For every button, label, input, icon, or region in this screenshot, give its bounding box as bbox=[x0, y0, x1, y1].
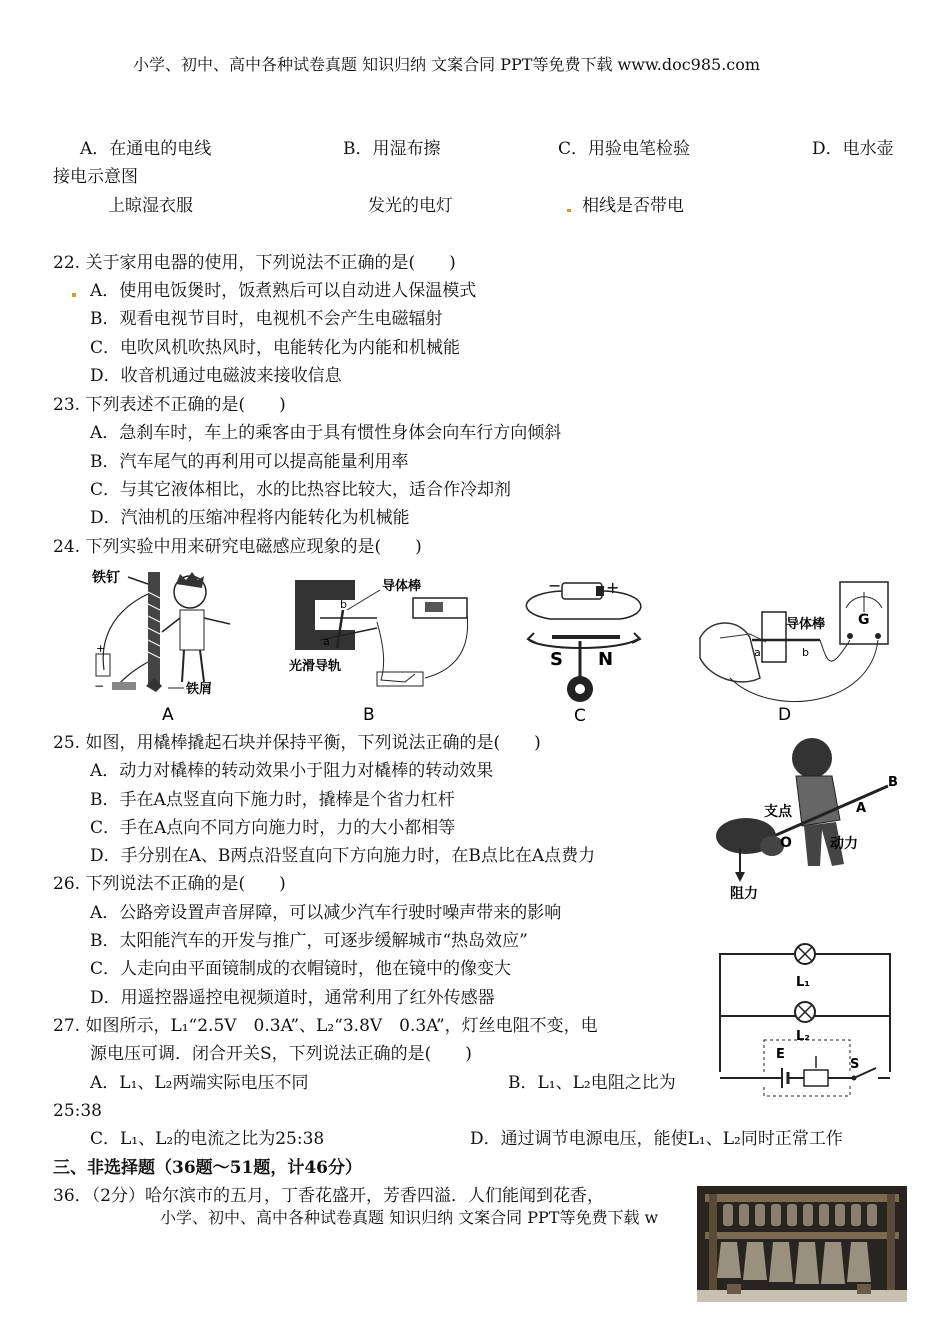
q26-option-c: C．人走向由平面镜制成的衣帽镜时，他在镜中的像变大 bbox=[90, 959, 512, 979]
label-g: G bbox=[858, 612, 870, 628]
q22-stem: 22. 关于家用电器的使用，下列说法不正确的是( ) bbox=[53, 253, 456, 273]
q22-option-b: B．观看电视节目时，电视机不会产生电磁辐射 bbox=[90, 309, 443, 329]
label-a: a bbox=[323, 635, 330, 648]
figure-c-oersted bbox=[510, 575, 660, 725]
label-e: E bbox=[776, 1047, 785, 1062]
label-s: S bbox=[550, 649, 563, 670]
q27-option-a: A．L₁、L₂两端实际电压不同 bbox=[90, 1073, 309, 1093]
q21-option-c-cont: 相线是否带电 bbox=[582, 196, 684, 216]
label-b: B bbox=[888, 775, 898, 790]
page-footer: 小学、初中、高中各种试卷真题 知识归纳 文案合同 PPT等免费下载 w bbox=[160, 1208, 659, 1227]
q27-option-b: B．L₁、L₂电阻之比为 bbox=[508, 1073, 676, 1093]
figure-b-caption: B bbox=[363, 705, 375, 725]
figure-a-electromagnet bbox=[90, 562, 250, 724]
q26-option-a: A．公路旁设置声音屏障，可以减少汽车行驶时噪声带来的影响 bbox=[90, 903, 562, 923]
page-header: 小学、初中、高中各种试卷真题 知识归纳 文案合同 PPT等免费下载 www.doc985.com bbox=[133, 55, 761, 74]
q26-option-d: D．用遥控器遥控电视频道时，通常利用了红外传感器 bbox=[90, 988, 495, 1008]
figure-d-caption: D bbox=[778, 705, 792, 725]
q21-option-d: D．电水壶 bbox=[812, 139, 894, 159]
q21-option-b: B．用湿布擦 bbox=[343, 139, 441, 159]
q25-option-c: C．手在A点向不同方向施力时，力的大小都相等 bbox=[90, 818, 456, 838]
q27-stem-line2: 源电压可调．闭合开关S，下列说法正确的是( ) bbox=[90, 1044, 472, 1064]
q23-stem: 23. 下列表述不正确的是( ) bbox=[53, 395, 286, 415]
figure-lever bbox=[712, 730, 902, 905]
label-effort: 动力 bbox=[830, 836, 858, 852]
q25-stem: 25. 如图，用橇棒撬起石块并保持平衡，下列说法正确的是( ) bbox=[53, 733, 541, 753]
label-rod: 导体棒 bbox=[382, 579, 422, 594]
speck-mark bbox=[72, 293, 76, 297]
label-b: b bbox=[802, 646, 809, 659]
label-minus: − bbox=[94, 679, 105, 693]
label-a: A bbox=[856, 801, 867, 816]
label-l1: L₁ bbox=[796, 975, 810, 990]
label-n: N bbox=[598, 649, 614, 670]
q22-option-a: A．使用电饭煲时，饭煮熟后可以自动进人保温模式 bbox=[90, 281, 477, 301]
q36-stem: 36．（2分）哈尔滨市的五月，丁香花盛开，芳香四溢．人们能闻到花香， bbox=[53, 1186, 604, 1206]
label-rod: 导体棒 bbox=[786, 617, 826, 632]
label-pivot: 支点 bbox=[764, 804, 792, 820]
label-a: a bbox=[754, 646, 761, 659]
label-rail: 光滑导轨 bbox=[289, 659, 342, 674]
label-resist: 阻力 bbox=[730, 886, 758, 902]
label-minus: − bbox=[548, 576, 562, 595]
figure-circuit bbox=[712, 940, 902, 1100]
label-nail: 铁钉 bbox=[92, 570, 120, 586]
bells-photo bbox=[697, 1186, 907, 1302]
q25-option-b: B．手在A点竖直向下施力时，撬棒是个省力杠杆 bbox=[90, 790, 455, 810]
figure-d-induction bbox=[690, 568, 895, 725]
q26-stem: 26. 下列说法不正确的是( ) bbox=[53, 874, 286, 894]
q21-option-a-cont: 上晾湿衣服 bbox=[108, 196, 193, 216]
q23-option-c: C．与其它液体相比，水的比热容比较大，适合作冷却剂 bbox=[90, 480, 512, 500]
q25-option-d: D．手分别在A、B两点沿竖直向下方向施力时，在B点比在A点费力 bbox=[90, 846, 596, 866]
q24-stem: 24. 下列实验中用来研究电磁感应现象的是( ) bbox=[53, 537, 422, 557]
q26-option-b: B．太阳能汽车的开发与推广，可逐步缓解城市“热岛效应” bbox=[90, 931, 528, 951]
q22-option-d: D．收音机通过电磁波来接收信息 bbox=[90, 366, 342, 386]
speck-mark bbox=[567, 209, 571, 212]
figure-a-caption: A bbox=[162, 705, 174, 724]
q25-option-a: A．动力对橇棒的转动效果小于阻力对橇棒的转动效果 bbox=[90, 761, 494, 781]
figure-c-caption: C bbox=[574, 706, 586, 725]
q21-option-c: C．用验电笔检验 bbox=[558, 139, 691, 159]
label-b: b bbox=[340, 598, 347, 611]
q27-option-d: D．通过调节电源电压，能使L₁、L₂同时正常工作 bbox=[470, 1129, 843, 1149]
q21-option-a: A．在通电的电线 bbox=[80, 139, 212, 159]
q21-option-b-cont: 发光的电灯 bbox=[368, 196, 453, 216]
label-plus: + bbox=[96, 642, 106, 655]
figure-b-magnet-rails bbox=[285, 570, 475, 725]
label-filings: 铁屑 bbox=[186, 682, 213, 697]
q21-option-d-cont: 接电示意图 bbox=[53, 167, 138, 187]
label-s: S bbox=[850, 1057, 860, 1072]
label-o: O bbox=[780, 835, 792, 851]
q27-option-b-cont: 25:38 bbox=[53, 1101, 102, 1121]
label-l2: L₂ bbox=[796, 1029, 810, 1044]
q23-option-d: D．汽油机的压缩冲程将内能转化为机械能 bbox=[90, 508, 410, 528]
section-title: 三、非选择题（36题～51题，计46分） bbox=[53, 1158, 362, 1178]
label-plus: + bbox=[606, 578, 620, 597]
q27-stem-line1: 27. 如图所示，L₁“2.5V 0.3A”、L₂“3.8V 0.3A”，灯丝电阻不变，电 bbox=[53, 1016, 598, 1036]
q22-option-c: C．电吹风机吹热风时，电能转化为内能和机械能 bbox=[90, 338, 461, 358]
q23-option-a: A．急刹车时，车上的乘客由于具有惯性身体会向车行方向倾斜 bbox=[90, 423, 562, 443]
q23-option-b: B．汽车尾气的再利用可以提高能量利用率 bbox=[90, 452, 409, 472]
q27-option-c: C．L₁、L₂的电流之比为25:38 bbox=[90, 1129, 325, 1149]
